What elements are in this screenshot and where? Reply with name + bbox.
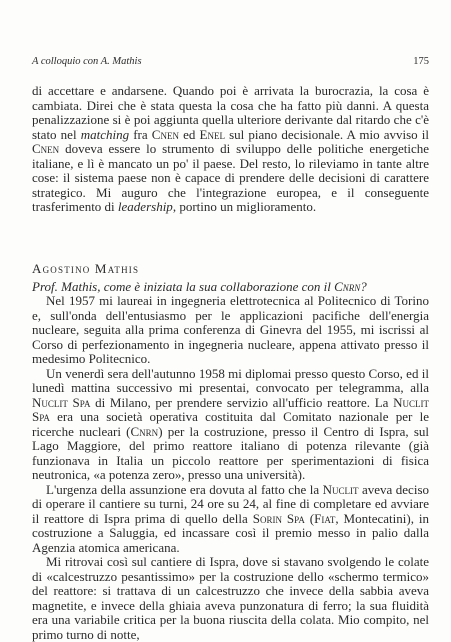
text-run: di Milano, per prendere servizio all'ufficio reattore. La: [90, 394, 394, 410]
acronym: Nuclit Spa: [32, 394, 429, 424]
acronym: Nuclit: [322, 481, 359, 497]
running-title: A colloquio con A. Mathis: [32, 56, 142, 67]
acronym: Cnen: [32, 141, 60, 156]
text-run: ?: [360, 279, 367, 294]
text-run: (: [304, 510, 315, 526]
text-run: Prof. Mathis, come è iniziata la sua collaborazione con il: [32, 279, 335, 294]
acronym: Sorin Spa: [252, 510, 305, 526]
acronym: Cnrn: [334, 279, 361, 294]
intro-text-block: [32, 84, 429, 215]
text-run: ed: [178, 126, 200, 142]
text-run: fra: [129, 126, 152, 142]
section-heading: Agostino Mathis: [32, 261, 140, 276]
text-run: Un venerdì sera dell'autunno 1958 mi diplomai presso questo Corso, ed il lunedì mattina successivo mi presentai, convocato per telegramma, alla: [32, 365, 429, 395]
acronym: Cnrn: [130, 423, 159, 439]
acronym: Fiat: [314, 510, 336, 526]
page-number: 175: [413, 56, 429, 67]
text-run: ) per la costruzione, presso il Centro di Ispra, sul Lago Maggiore, del primo reattore italiano di potenza rilevante (già funzionava in Italia un piccolo reattore per sperimentazioni di fisica neutronica, «a potenza zero», presso una università).: [32, 423, 430, 482]
text-run: di accettare e andarsene. Quando poi è arrivata la burocrazia, la cosa è cambiata. Direi che è stata questa la cosa che ha fatto più danni. A questa penalizzazione si è poi aggiunta quella ulteriore derivante dal ritardo che c'è stato nel: [32, 83, 429, 142]
acronym: Cnen: [151, 126, 179, 142]
answer-text-block: [32, 294, 429, 642]
acronym: Enel: [199, 126, 225, 142]
text-run: sul piano decisionale. A mio avviso il: [224, 126, 429, 142]
text-run: L'urgenza della assunzione era dovuta al fatto che la: [46, 481, 323, 497]
text-run: aveva deciso di operare il cantiere su turni, 24 ore su 24, al fine di completare ed avviare il reattore di Ispra prima di quello della: [32, 481, 429, 526]
acronym: Nuclit Spa: [32, 394, 91, 410]
text-run: Mi ritrovai così sul cantiere di Ispra, dove si stavano svolgendo le colate di «calcestruzzo pesantissimo» per la costruzione dello «schermo termico» del reattore: si trattava di un calcestruzzo che invece della sabbia aveva magnetite, e invece della ghiaia aveva punzonatura di ferro; la sua fluidità era una variabile critica per la buona riuscita della colata. Mio compito, nel primo turno di notte,: [32, 554, 429, 642]
answer-paragraph-3: [32, 483, 429, 556]
text-run: Nel 1957 mi laureai in ingegneria elettrotecnica al Politecnico di Torino e, sull'onda dell'entusiasmo per le applicazioni pacifiche dell'energia nucleare, seguita alla prima conferenza di Ginevra del 1955, mi iscrissi al Corso di perfezionamento in ingegneria nucleare, appena attivato presso il medesimo Politecnico.: [32, 293, 429, 366]
answer-paragraph-4: [32, 555, 429, 642]
text-run: era una società operativa costituita dal Comitato nazionale per le ricerche nucleari (: [32, 409, 429, 439]
italic-term: matching: [80, 126, 130, 142]
interview-question: [32, 279, 429, 294]
answer-paragraph-1: [32, 294, 429, 367]
italic-term: leadership: [117, 199, 173, 214]
text-run: , Montecatini), in costruzione a Saluggia, ed incassare così il premio messo in palio dalla Agenzia atomica americana.: [32, 510, 429, 555]
answer-paragraph-2: [32, 367, 429, 483]
text-run: doveva essere lo strumento di sviluppo delle politiche energetiche italiane, e lì è mancato un po' il paese. Del resto, lo rileviamo in tante altre cose: il sistema paese non è capace di prendere delle decisioni di carattere strategico. Mi auguro che l'integrazione europea, e il conseguente trasferimento di: [32, 141, 429, 214]
intro-paragraph: [32, 84, 429, 215]
text-run: , portino un miglioramento.: [172, 199, 317, 214]
running-head: [32, 56, 429, 70]
